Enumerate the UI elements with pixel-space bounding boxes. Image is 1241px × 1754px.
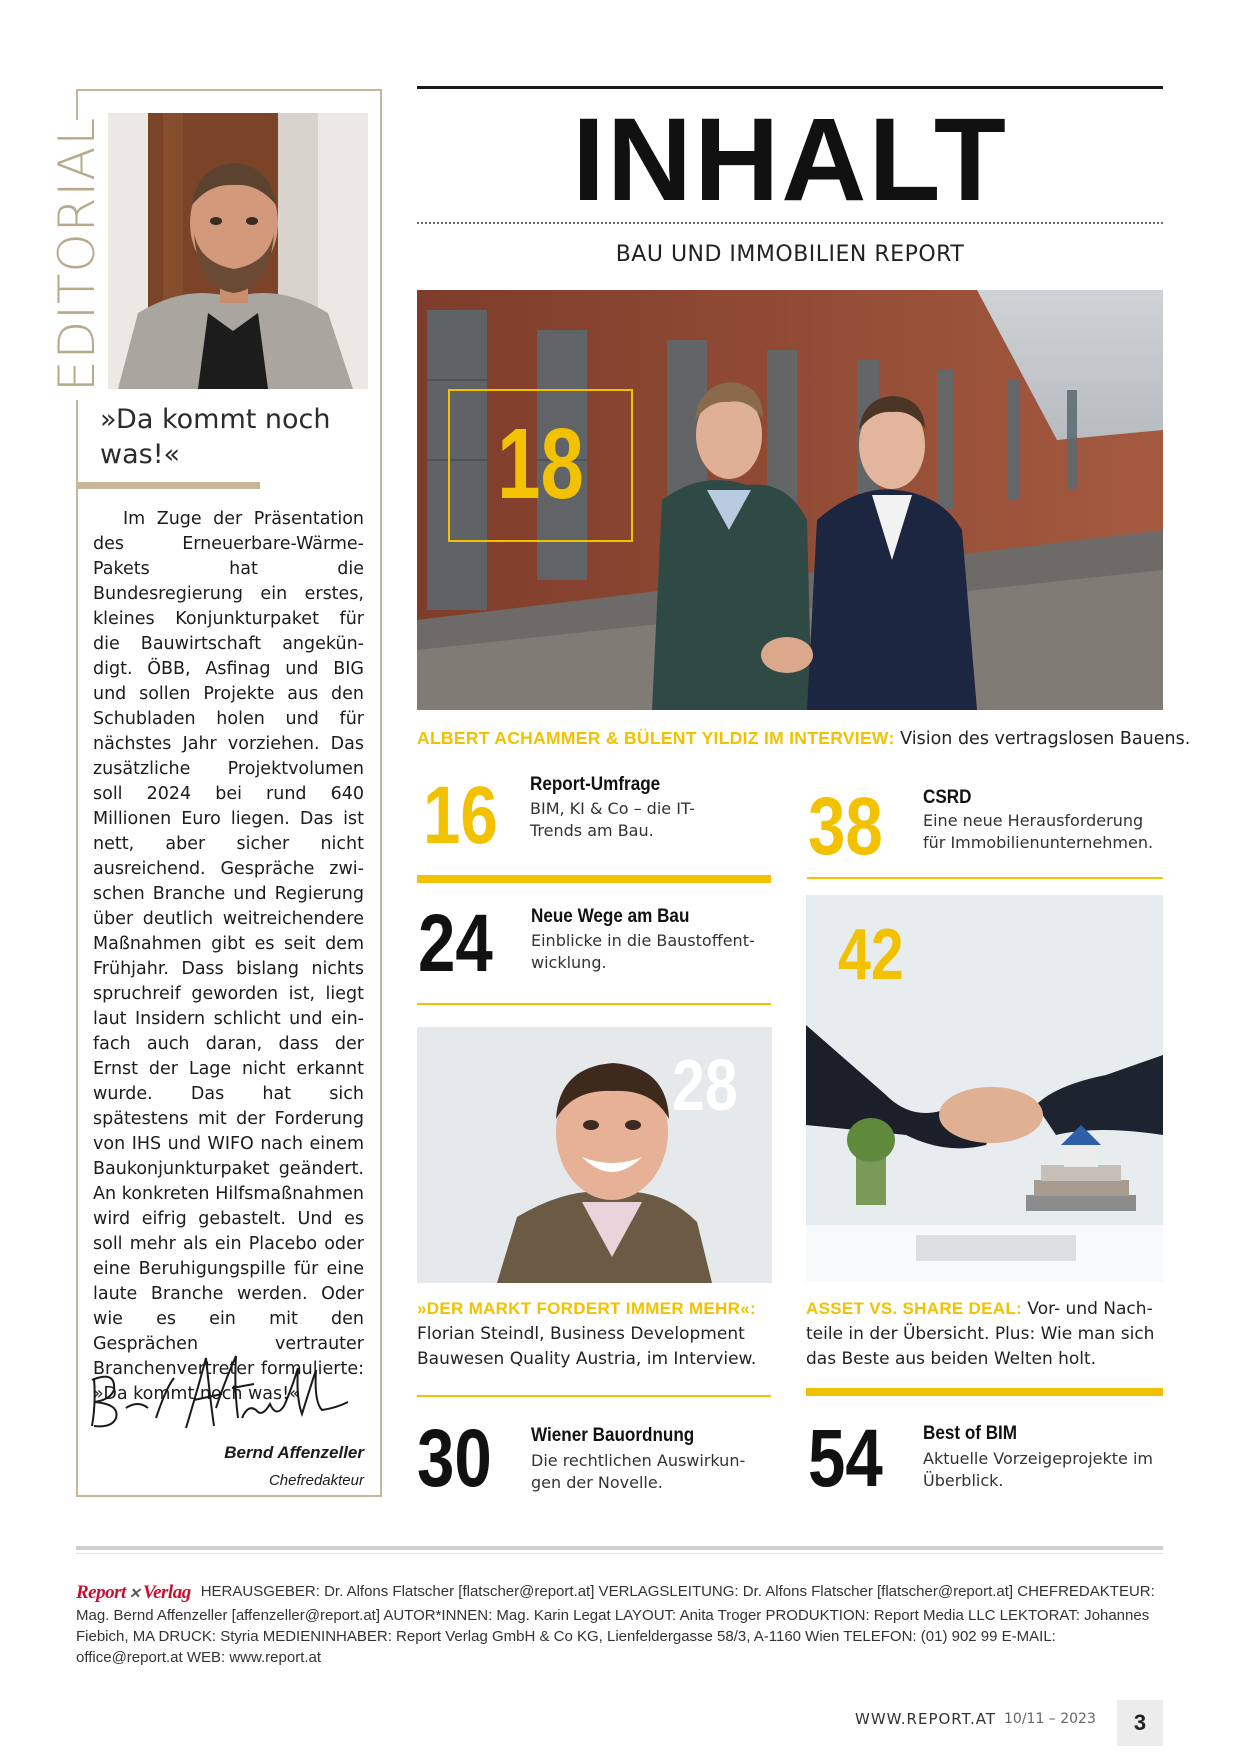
editorial-body-text: Im Zuge der Präsentation des Erneuerbare-Wärme-Pakets hat die Bundesregierung ein erstes, kleines Konjunkturpaket für die Bauwirtschaft angekündigt. ÖBB, Asfinag und BIG und sollen Projekte aus den Schubladen holen und für nächstes Jahr vorziehen. Das zusätzliche Projektvolumen soll 2024 bei rund 640 Millionen Euro liegen. Das ist nett, aber sicher nicht ausreichend. Gespräche zwischen Branche und Regierung über deutlich weitreichendere Maßnahmen gibt es seit dem Frühjahr. Dass bislang nichts spruchreif geworden ist, liegt laut Insidern schlicht und einfach auch daran, dass der Ernst der Lage nicht erkannt wurde. Das hat sich spätestens mit der Forderung von IHS und WIFO nach einem Baukonjunkturpaket geändert. An konkreten Hilfsmaßnahmen wird eifrig gebastelt. Und es soll mehr als ein Placebo oder eine Beruhigungspille für eine laute Branche werden. Oder wie es ein mit den Gesprächen vertrauter Branchenvertreter formulierte: »Da kommt noch was!« <box>93 509 364 1404</box>
toc-divider-line <box>417 1395 771 1397</box>
editorial-author-name: Bernd Affenzeller <box>224 1443 364 1462</box>
publisher-logo: Report ✕ Verlag <box>76 1582 191 1603</box>
toc-page-number: 38 <box>808 781 883 872</box>
header-dotted-rule <box>417 222 1163 224</box>
imprint <box>76 1581 1163 1668</box>
footer-issue: 10/11 – 2023 <box>1004 1711 1096 1727</box>
toc-item-asset-caption <box>806 1296 1163 1372</box>
editorial-label-box <box>46 116 106 400</box>
toc-page-number: 30 <box>417 1413 492 1504</box>
toc-item-desc: Aktuelle Vorzeigeprojekte im Überblick. <box>923 1449 1154 1490</box>
hero-caption <box>417 728 1191 749</box>
toc-divider-line <box>807 877 1163 879</box>
hero-page-number[interactable]: 18 <box>497 408 584 520</box>
page-subtitle: BAU UND IMMOBILIEN REPORT <box>615 242 965 267</box>
editorial-author-photo <box>108 113 368 389</box>
toc-divider-bar <box>417 875 771 883</box>
toc-page-number: 16 <box>423 770 498 861</box>
toc-item-28-caption-text: Florian Steindl, Business Development Bauwesen Quality Austria, im Interview. <box>417 1324 757 1369</box>
hero-caption-highlight: ALBERT ACHAMMER & BÜLENT YILDIZ IM INTERVIEW: <box>417 728 895 748</box>
toc-item-28-caption <box>417 1296 772 1372</box>
header-top-rule <box>417 86 1163 89</box>
toc-page-number: 24 <box>418 898 493 989</box>
imprint-text: HERAUSGEBER: Dr. Alfons Flatscher [flatscher@report.at] VERLAGSLEITUNG: Dr. Alfons Flatscher [flatscher@report.at] CHEFREDAKTEUR: Mag. Bernd Affenzeller [affenzeller@report.at] AUTOR*INNEN: Mag. Karin Legat LAYOUT: Anita Troger PRODUKTION: Report Media LLC LEKTORAT: Johannes Fiebich, MA DRUCK: Styria MEDIENINHABER: Report Verlag GmbH & Co KG, Lienfeldergasse 58/3, A-1160 Wien TELEFON: (01) 902 99 E-MAIL: office@report.at WEB: www.report.at <box>76 1583 1155 1666</box>
toc-divider-bar <box>806 1388 1163 1396</box>
toc-item-desc: Eine neue Herausforderung für Immobilienunternehmen. <box>923 811 1154 852</box>
toc-item-title: Neue Wege am Bau <box>531 906 690 927</box>
page-number: 3 <box>1133 1710 1147 1735</box>
footer-url[interactable]: WWW.REPORT.AT <box>855 1710 997 1728</box>
toc-item-title: Best of BIM <box>923 1423 1018 1444</box>
editorial-frame-top <box>76 89 382 91</box>
toc-item-title: CSRD <box>923 787 972 808</box>
toc-item-asset-caption-highlight: ASSET VS. SHARE DEAL: <box>806 1299 1022 1318</box>
page-title: INHALT <box>572 94 1008 226</box>
editorial-signature <box>86 1348 366 1438</box>
toc-divider-line <box>417 1003 771 1005</box>
toc-item-title: Report-Umfrage <box>530 774 661 795</box>
toc-item-desc: BIM, KI & Co – die IT-Trends am Bau. <box>530 799 695 840</box>
toc-page-number: 54 <box>808 1413 883 1504</box>
footer-rule-thin <box>76 1553 1163 1554</box>
toc-item-title: Wiener Bauordnung <box>531 1425 695 1446</box>
editorial-quote: »Da kommt noch was!« <box>100 404 331 470</box>
hero-caption-text: Vision des vertragslosen Bauens. <box>900 729 1191 749</box>
toc-item-28-caption-highlight: »DER MARKT FORDERT IMMER MEHR«: <box>417 1299 756 1318</box>
toc-item-desc: Die rechtlichen Auswirkungen der Novelle. <box>531 1451 746 1492</box>
editorial-author-role: Chefredakteur <box>268 1472 364 1489</box>
editorial-body <box>93 507 364 1407</box>
toc-item-asset-caption-text: Vor- und Nachteile in der Übersicht. Plus: Wie man sich das Beste aus beiden Welten holt. <box>806 1299 1155 1369</box>
toc-item-28-number: 28 <box>672 1046 738 1126</box>
editorial-quote-bar <box>76 482 260 489</box>
footer-rule <box>76 1546 1163 1550</box>
editorial-label: EDITORIAL <box>48 116 106 392</box>
toc-item-desc: Einblicke in die Baustoffentwicklung. <box>531 931 755 972</box>
toc-item-42-number: 42 <box>838 915 904 995</box>
